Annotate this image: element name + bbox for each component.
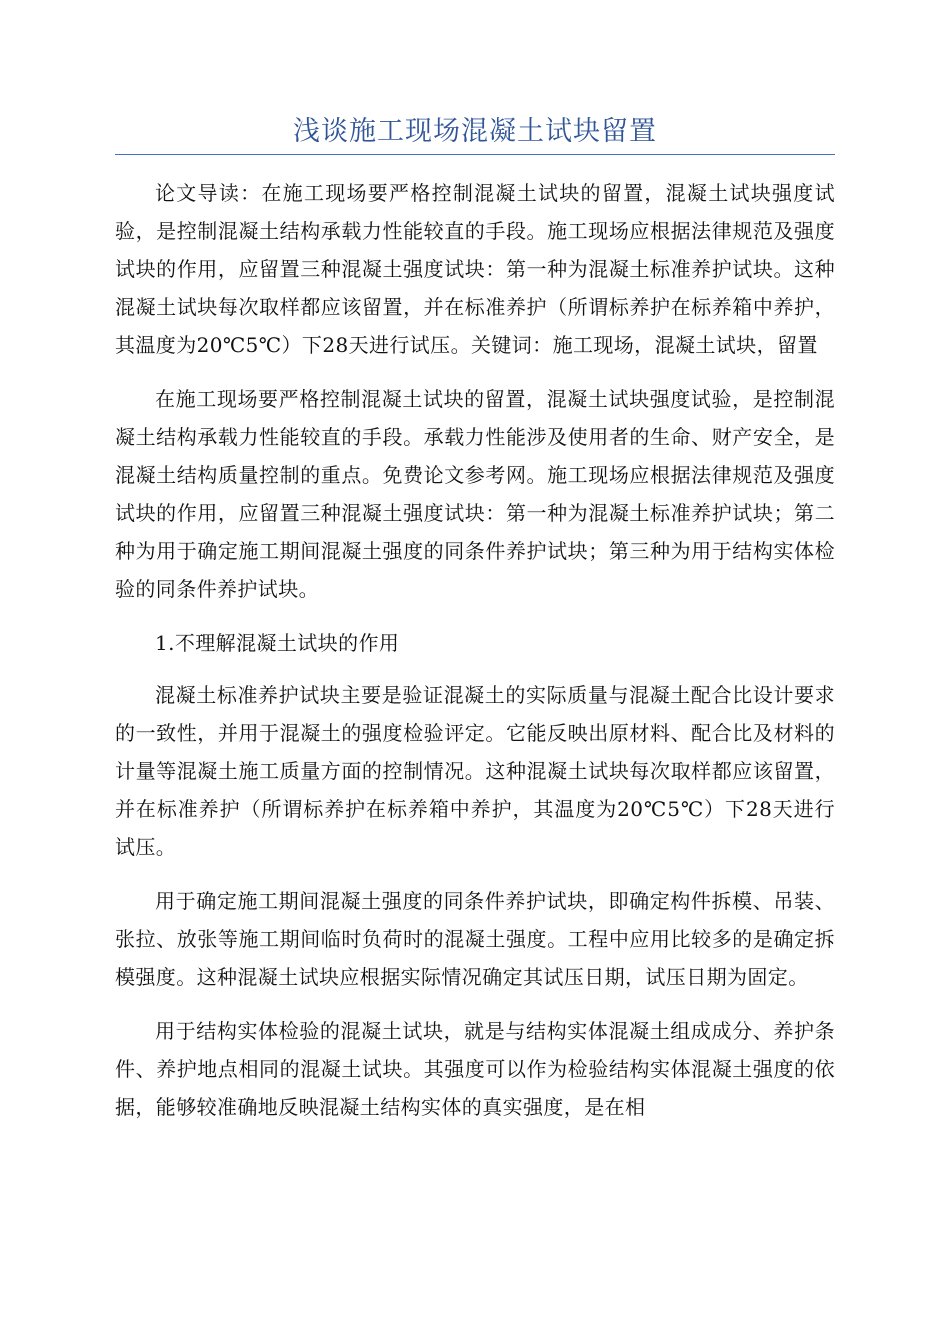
title-underline (115, 154, 835, 155)
intro-paragraph: 在施工现场要严格控制混凝土试块的留置，混凝土试块强度试验，是控制混凝土结构承载力性能较直的手段。承载力性能涉及使用者的生命、财产安全，是混凝土结构质量控制的重点。免费论文参考网。施工现场应根据法律规范及强度试块的作用，应留置三种混凝土强度试块：第一种为混凝土标准养护试块；第二种为用于确定施工期间混凝土强度的同条件养护试块；第三种为用于结构实体检验的同条件养护试块。 (115, 387, 835, 601)
body-paragraph: 混凝土标准养护试块主要是验证混凝土的实际质量与混凝土配合比设计要求的一致性，并用于混凝土的强度检验评定。它能反映出原材料、配合比及材料的计量等混凝土施工质量方面的控制情况。这种混凝土试块每次取样都应该留置，并在标准养护（所谓标养护在标养箱中养护，其温度为20℃5℃）下28天进行试压。 (115, 683, 835, 859)
section-heading: 1.不理解混凝土试块的作用 (155, 631, 400, 655)
abstract-paragraph: 论文导读：在施工现场要严格控制混凝土试块的留置，混凝土试块强度试验，是控制混凝土结构承载力性能较直的手段。施工现场应根据法律规范及强度试块的作用，应留置三种混凝土强度试块：第一种为混凝土标准养护试块。这种混凝土试块每次取样都应该留置，并在标准养护（所谓标养护在标养箱中养护，其温度为20℃5℃）下28天进行试压。关键词：施工现场，混凝土试块，留置 (115, 181, 835, 357)
title-block (115, 112, 835, 155)
document-body (115, 174, 835, 1142)
document-title: 浅谈施工现场混凝土试块留置 (293, 116, 657, 147)
body-paragraph: 用于结构实体检验的混凝土试块，就是与结构实体混凝土组成成分、养护条件、养护地点相同的混凝土试块。其强度可以作为检验结构实体混凝土强度的依据，能够较准确地反映混凝土结构实体的真实强度，是在相 (115, 1019, 835, 1119)
body-paragraph: 用于确定施工期间混凝土强度的同条件养护试块，即确定构件拆模、吊装、张拉、放张等施工期间临时负荷时的混凝土强度。工程中应用比较多的是确定拆模强度。这种混凝土试块应根据实际情况确定其试压日期，试压日期为固定。 (115, 889, 835, 989)
